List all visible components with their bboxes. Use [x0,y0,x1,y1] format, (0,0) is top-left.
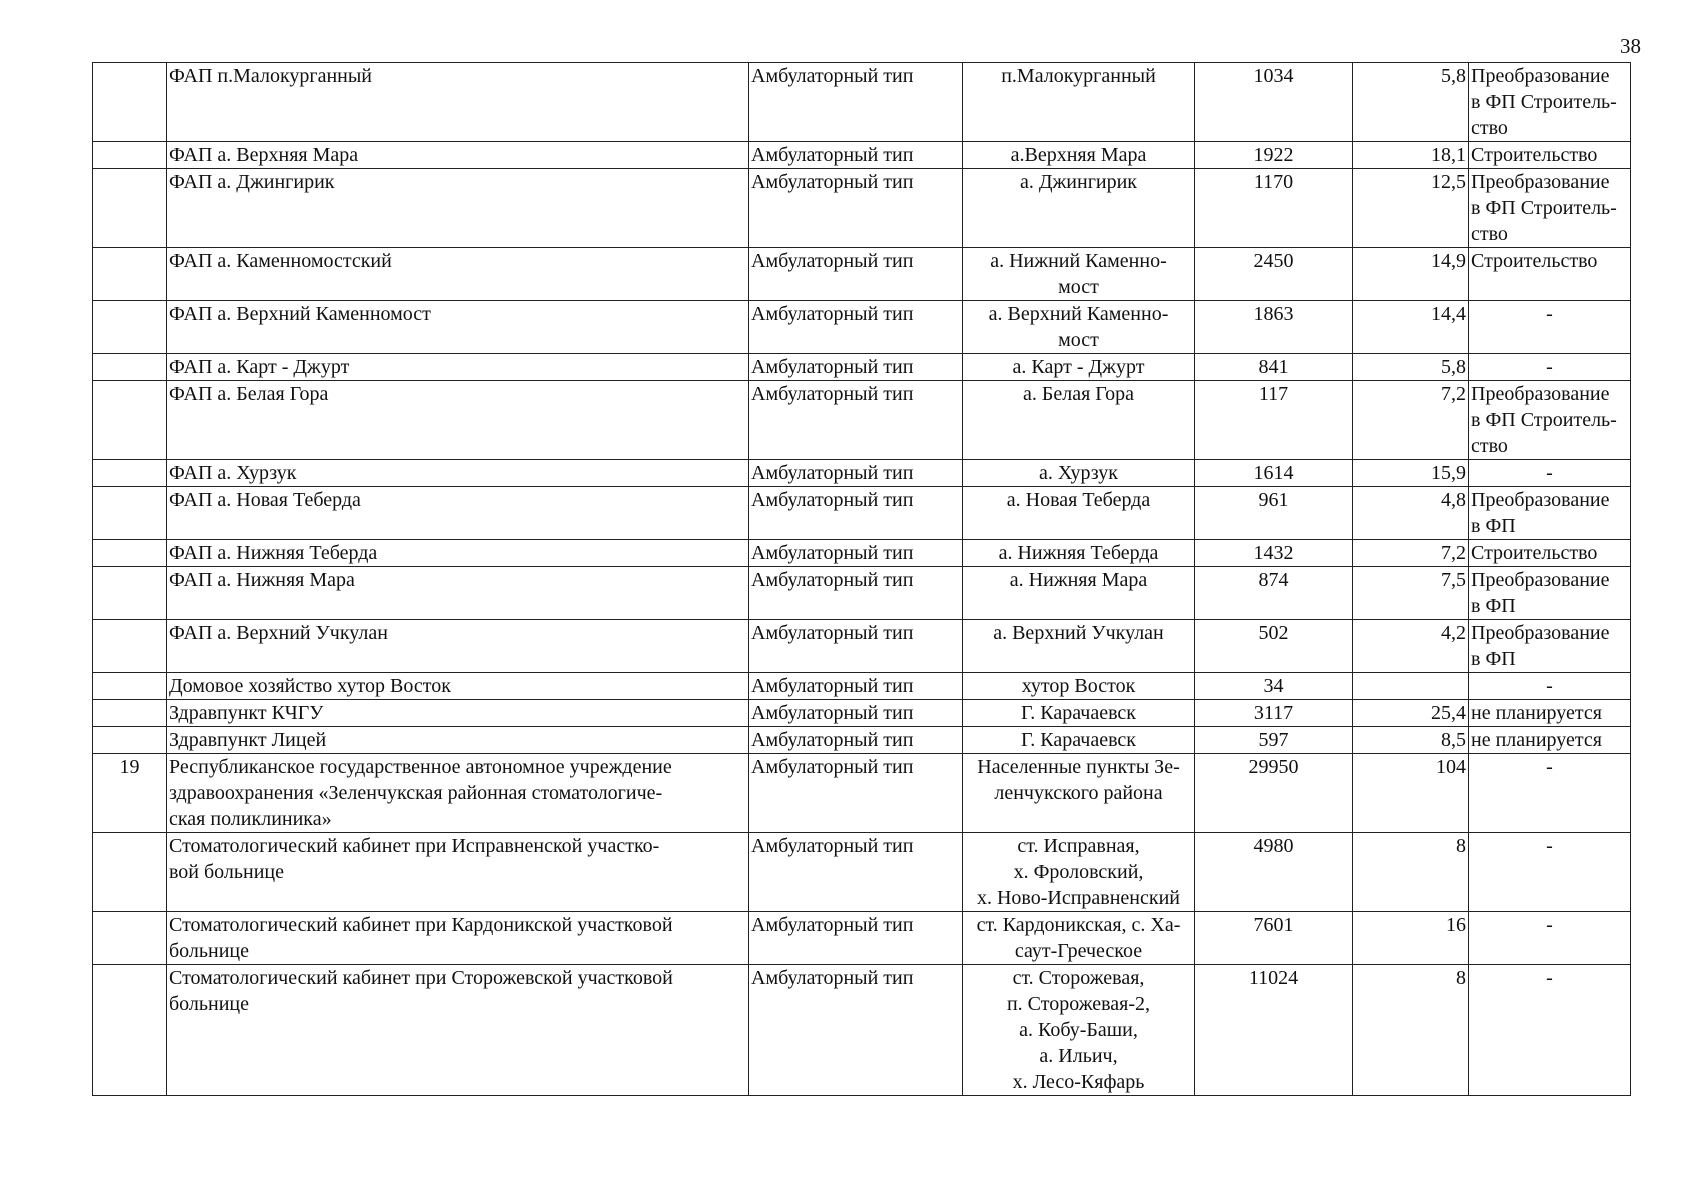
cell-facility-name: ФАП а. Новая Теберда [167,487,749,540]
cell-number [93,460,167,487]
cell-type: Амбулаторный тип [749,301,963,354]
cell-number: 19 [93,754,167,833]
cell-plan: Преобразование в ФП Строитель- ство [1469,169,1631,248]
cell-facility-name: ФАП а. Нижняя Мара [167,567,749,620]
cell-population: 34 [1195,673,1353,700]
table-row [93,460,1631,487]
cell-facility-name: Стоматологический кабинет при Исправненской участко- вой больнице [167,833,749,912]
table-row [93,169,1631,248]
table-row [93,487,1631,540]
table-row [93,248,1631,301]
cell-number [93,727,167,754]
cell-plan: не планируется [1469,727,1631,754]
cell-settlements: а. Хурзук [963,460,1195,487]
cell-facility-name: ФАП а. Каменномостский [167,248,749,301]
cell-distance: 12,5 [1353,169,1469,248]
cell-number [93,142,167,169]
cell-facility-name: ФАП а. Хурзук [167,460,749,487]
cell-number [93,248,167,301]
cell-distance: 14,9 [1353,248,1469,301]
cell-plan: Строительство [1469,142,1631,169]
cell-settlements: а. Новая Теберда [963,487,1195,540]
cell-facility-name: Домовое хозяйство хутор Восток [167,673,749,700]
cell-type: Амбулаторный тип [749,912,963,965]
cell-type: Амбулаторный тип [749,700,963,727]
cell-type: Амбулаторный тип [749,620,963,673]
cell-facility-name: Здравпункт Лицей [167,727,749,754]
cell-type: Амбулаторный тип [749,142,963,169]
cell-settlements: ст. Исправная, х. Фроловский, х. Ново-Исправненский [963,833,1195,912]
cell-number [93,540,167,567]
cell-population: 1922 [1195,142,1353,169]
cell-population: 3117 [1195,700,1353,727]
table-row [93,912,1631,965]
table-row [93,833,1631,912]
cell-type: Амбулаторный тип [749,381,963,460]
cell-distance: 7,2 [1353,540,1469,567]
table-row [93,673,1631,700]
cell-settlements: а. Нижняя Теберда [963,540,1195,567]
table-row [93,567,1631,620]
cell-plan: Преобразование в ФП [1469,620,1631,673]
cell-distance: 4,8 [1353,487,1469,540]
table-row [93,727,1631,754]
cell-population: 961 [1195,487,1353,540]
cell-distance: 8 [1353,965,1469,1096]
cell-plan: - [1469,354,1631,381]
cell-distance: 18,1 [1353,142,1469,169]
cell-settlements: п.Малокурганный [963,63,1195,142]
cell-facility-name: Стоматологический кабинет при Кардоникской участковой больнице [167,912,749,965]
cell-distance: 7,5 [1353,567,1469,620]
cell-plan: - [1469,754,1631,833]
cell-number [93,965,167,1096]
cell-settlements: а. Нижний Каменно- мост [963,248,1195,301]
cell-type: Амбулаторный тип [749,460,963,487]
cell-facility-name: ФАП а. Белая Гора [167,381,749,460]
cell-population: 29950 [1195,754,1353,833]
cell-type: Амбулаторный тип [749,727,963,754]
cell-population: 597 [1195,727,1353,754]
cell-population: 841 [1195,354,1353,381]
cell-population: 1863 [1195,301,1353,354]
cell-population: 1432 [1195,540,1353,567]
cell-type: Амбулаторный тип [749,540,963,567]
cell-plan: - [1469,833,1631,912]
cell-settlements: а. Нижняя Мара [963,567,1195,620]
cell-type: Амбулаторный тип [749,354,963,381]
cell-type: Амбулаторный тип [749,63,963,142]
cell-number [93,620,167,673]
cell-distance: 5,8 [1353,354,1469,381]
cell-plan: - [1469,301,1631,354]
table-row [93,354,1631,381]
cell-facility-name: ФАП п.Малокурганный [167,63,749,142]
cell-facility-name: ФАП а. Джингирик [167,169,749,248]
cell-plan: - [1469,460,1631,487]
cell-population: 1034 [1195,63,1353,142]
cell-facility-name: ФАП а. Верхний Каменномост [167,301,749,354]
cell-facility-name: Республиканское государственное автономное учреждение здравоохранения «Зеленчукская районная стоматологиче- ская поликлиника» [167,754,749,833]
cell-facility-name: ФАП а. Карт - Джурт [167,354,749,381]
cell-settlements: а. Джингирик [963,169,1195,248]
cell-type: Амбулаторный тип [749,567,963,620]
cell-settlements: а. Карт - Джурт [963,354,1195,381]
cell-distance: 16 [1353,912,1469,965]
cell-distance: 104 [1353,754,1469,833]
cell-settlements: а. Верхний Учкулан [963,620,1195,673]
cell-settlements: Г. Карачаевск [963,700,1195,727]
cell-settlements: а. Белая Гора [963,381,1195,460]
cell-settlements: ст. Кардоникская, с. Ха- саут-Греческое [963,912,1195,965]
cell-distance: 4,2 [1353,620,1469,673]
cell-type: Амбулаторный тип [749,965,963,1096]
cell-number [93,169,167,248]
cell-distance: 14,4 [1353,301,1469,354]
cell-number [93,833,167,912]
cell-facility-name: Стоматологический кабинет при Сторожевской участковой больнице [167,965,749,1096]
cell-number [93,63,167,142]
cell-plan: Преобразование в ФП [1469,487,1631,540]
cell-type: Амбулаторный тип [749,833,963,912]
cell-plan: - [1469,912,1631,965]
facilities-table [92,62,1631,1096]
cell-population: 1614 [1195,460,1353,487]
cell-type: Амбулаторный тип [749,487,963,540]
table-row [93,63,1631,142]
cell-population: 2450 [1195,248,1353,301]
table-row [93,754,1631,833]
cell-facility-name: ФАП а. Нижняя Теберда [167,540,749,567]
table-row [93,381,1631,460]
cell-number [93,487,167,540]
cell-distance: 8 [1353,833,1469,912]
table-row [93,301,1631,354]
cell-number [93,673,167,700]
cell-type: Амбулаторный тип [749,673,963,700]
cell-number [93,700,167,727]
cell-settlements: Г. Карачаевск [963,727,1195,754]
page-number: 38 [1620,34,1641,58]
cell-number [93,381,167,460]
cell-number [93,567,167,620]
cell-distance: 8,5 [1353,727,1469,754]
cell-number [93,301,167,354]
cell-plan: Преобразование в ФП Строитель- ство [1469,63,1631,142]
cell-number [93,354,167,381]
cell-plan: - [1469,673,1631,700]
cell-distance [1353,673,1469,700]
cell-type: Амбулаторный тип [749,248,963,301]
cell-facility-name: Здравпункт КЧГУ [167,700,749,727]
cell-distance: 25,4 [1353,700,1469,727]
cell-settlements: ст. Сторожевая, п. Сторожевая-2, а. Кобу-Баши, а. Ильич, х. Лесо-Кяфарь [963,965,1195,1096]
cell-type: Амбулаторный тип [749,754,963,833]
cell-facility-name: ФАП а. Верхний Учкулан [167,620,749,673]
cell-settlements: а.Верхняя Мара [963,142,1195,169]
cell-population: 4980 [1195,833,1353,912]
cell-plan: Строительство [1469,248,1631,301]
cell-population: 7601 [1195,912,1353,965]
cell-population: 11024 [1195,965,1353,1096]
cell-population: 874 [1195,567,1353,620]
cell-plan: - [1469,965,1631,1096]
table-row [93,620,1631,673]
cell-plan: не планируется [1469,700,1631,727]
cell-plan: Преобразование в ФП [1469,567,1631,620]
cell-number [93,912,167,965]
cell-type: Амбулаторный тип [749,169,963,248]
cell-settlements: а. Верхний Каменно- мост [963,301,1195,354]
cell-distance: 7,2 [1353,381,1469,460]
cell-population: 117 [1195,381,1353,460]
cell-plan: Строительство [1469,540,1631,567]
table-row [93,540,1631,567]
cell-settlements: Населенные пункты Зе- ленчукского района [963,754,1195,833]
cell-population: 1170 [1195,169,1353,248]
table-row [93,142,1631,169]
cell-settlements: хутор Восток [963,673,1195,700]
cell-distance: 15,9 [1353,460,1469,487]
cell-distance: 5,8 [1353,63,1469,142]
cell-population: 502 [1195,620,1353,673]
cell-plan: Преобразование в ФП Строитель- ство [1469,381,1631,460]
table-row [93,965,1631,1096]
cell-facility-name: ФАП а. Верхняя Мара [167,142,749,169]
table-row [93,700,1631,727]
